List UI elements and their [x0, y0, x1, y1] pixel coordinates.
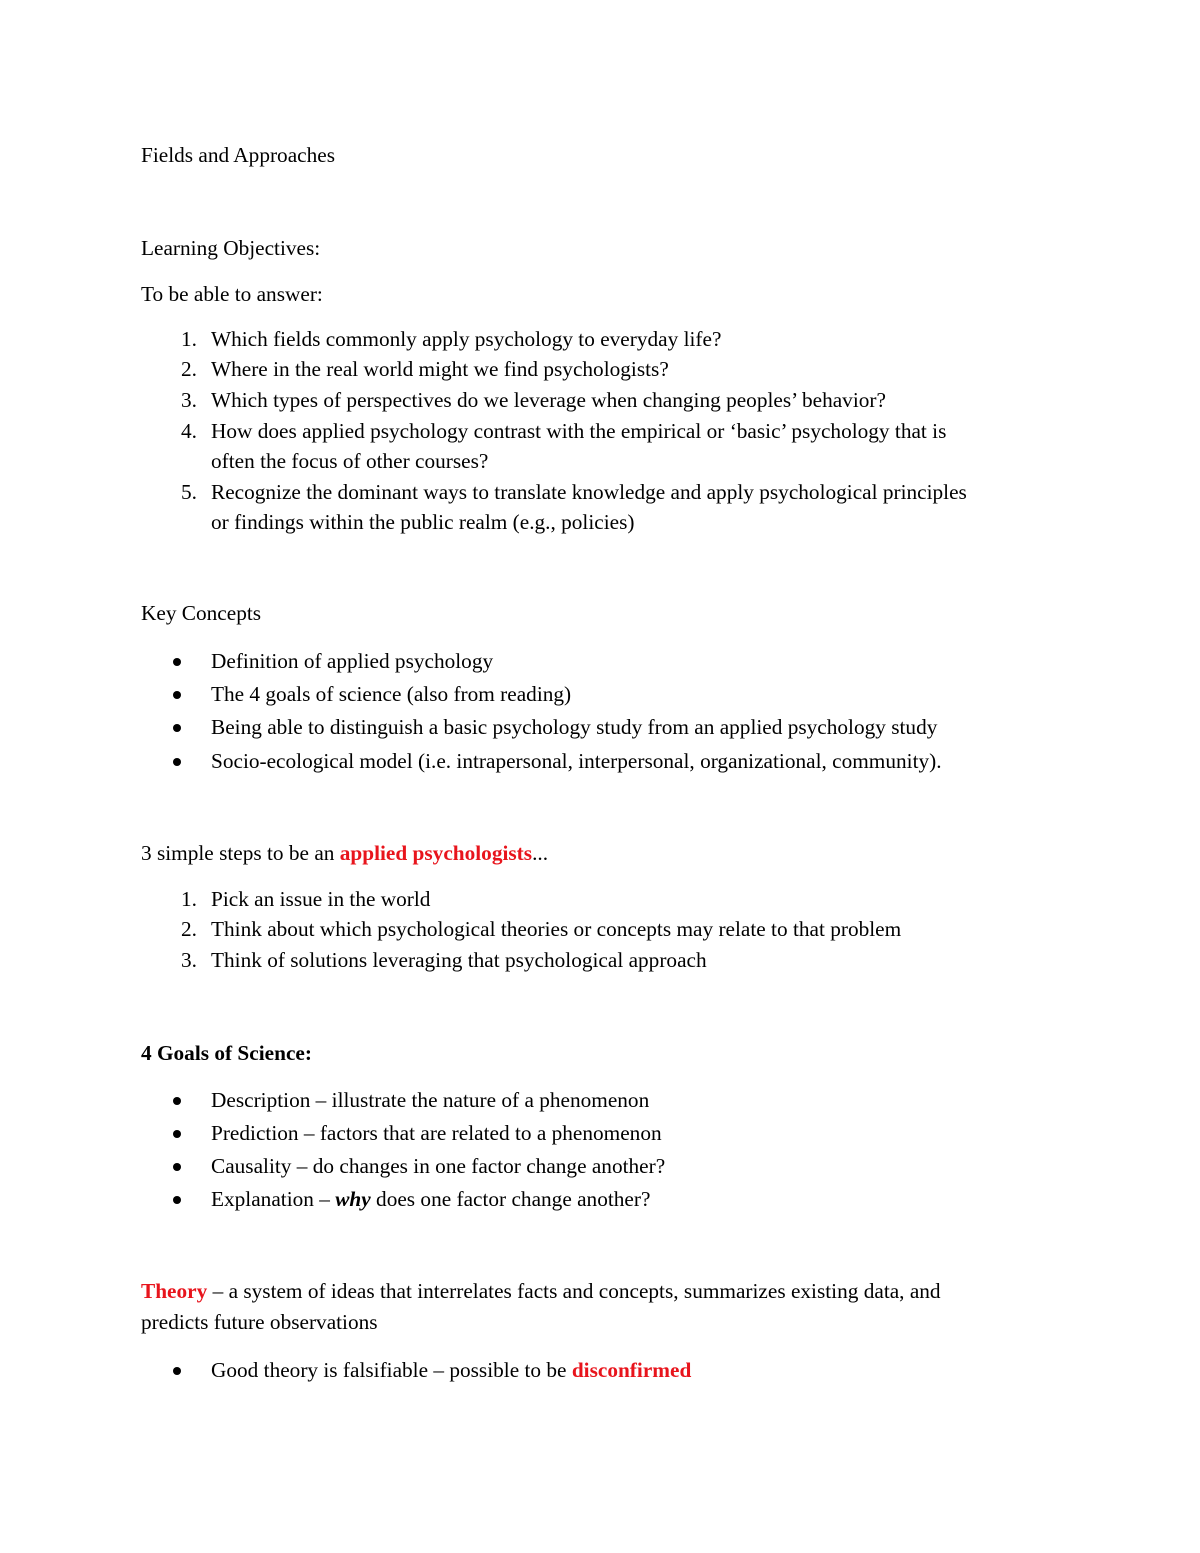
list-number: 2. — [181, 357, 197, 381]
bullet-icon — [173, 1196, 181, 1204]
steps-heading-suffix: ... — [532, 841, 549, 865]
list-item-text: Think about which psychological theories or concepts may relate to that problem — [211, 917, 902, 941]
document-title: Fields and Approaches — [141, 143, 336, 167]
list-number: 1. — [181, 327, 197, 351]
theory-bullet-prefix: Good theory is falsifiable – possible to be — [211, 1358, 572, 1382]
list-item-text: Prediction – factors that are related to a phenomenon — [211, 1121, 662, 1145]
list-item-text: The 4 goals of science (also from reading) — [211, 682, 572, 706]
list-item-text: Where in the real world might we find psychologists? — [211, 357, 669, 381]
list-item-text: Causality – do changes in one factor change another? — [211, 1154, 666, 1178]
steps-heading-prefix: 3 simple steps to be an — [141, 841, 340, 865]
bullet-icon — [173, 1097, 181, 1105]
bullet-icon — [173, 724, 181, 732]
theory-definition-text: – a system of ideas that interrelates facts and concepts, summarizes existing data, and — [207, 1279, 941, 1303]
list-item-text-line2: or findings within the public realm (e.g., policies) — [211, 510, 635, 534]
goal-emphasis: why — [335, 1187, 371, 1211]
steps-heading — [141, 838, 548, 869]
list-number: 2. — [181, 917, 197, 941]
bullet-icon — [173, 658, 181, 666]
bullet-icon — [173, 1367, 181, 1375]
list-item-text: Which fields commonly apply psychology to everyday life? — [211, 327, 722, 351]
list-item-text — [211, 1355, 1091, 1386]
theory-term: Theory — [141, 1279, 208, 1303]
list-item-text: Pick an issue in the world — [211, 887, 431, 911]
bullet-icon — [173, 1130, 181, 1138]
steps-heading-highlight: applied psychologists — [339, 841, 533, 865]
list-item-text-line2: often the focus of other courses? — [211, 449, 489, 473]
objectives-heading: Learning Objectives: — [141, 236, 321, 260]
goal-prefix: Explanation – — [211, 1187, 336, 1211]
list-number: 5. — [181, 480, 197, 504]
theory-bullet-highlight: disconfirmed — [571, 1358, 692, 1382]
list-item-text: Being able to distinguish a basic psychology study from an applied psychology study — [211, 715, 938, 739]
goal-suffix: does one factor change another? — [370, 1187, 651, 1211]
list-item-text-line1: How does applied psychology contrast with the empirical or ‘basic’ psychology that is — [211, 419, 947, 443]
list-number: 3. — [181, 388, 197, 412]
list-item-text: Definition of applied psychology — [211, 649, 494, 673]
objectives-intro: To be able to answer: — [141, 282, 323, 306]
list-number: 3. — [181, 948, 197, 972]
list-item-text — [211, 1184, 1091, 1215]
list-item-text: Which types of perspectives do we leverage when changing peoples’ behavior? — [211, 388, 886, 412]
goals-heading: 4 Goals of Science: — [141, 1041, 312, 1065]
key-concepts-heading: Key Concepts — [141, 601, 262, 625]
list-number: 4. — [181, 419, 197, 443]
list-item-text-line1: Recognize the dominant ways to translate knowledge and apply psychological principles — [211, 480, 967, 504]
bullet-icon — [173, 691, 181, 699]
bullet-icon — [173, 758, 181, 766]
list-item-text: Think of solutions leveraging that psychological approach — [211, 948, 707, 972]
bullet-icon — [173, 1163, 181, 1171]
theory-definition-line2: predicts future observations — [141, 1310, 378, 1334]
list-number: 1. — [181, 887, 197, 911]
list-item-text: Socio-ecological model (i.e. intrapersonal, interpersonal, organizational, community). — [211, 749, 942, 773]
theory-definition-line1 — [141, 1276, 941, 1307]
list-item-text: Description – illustrate the nature of a phenomenon — [211, 1088, 650, 1112]
